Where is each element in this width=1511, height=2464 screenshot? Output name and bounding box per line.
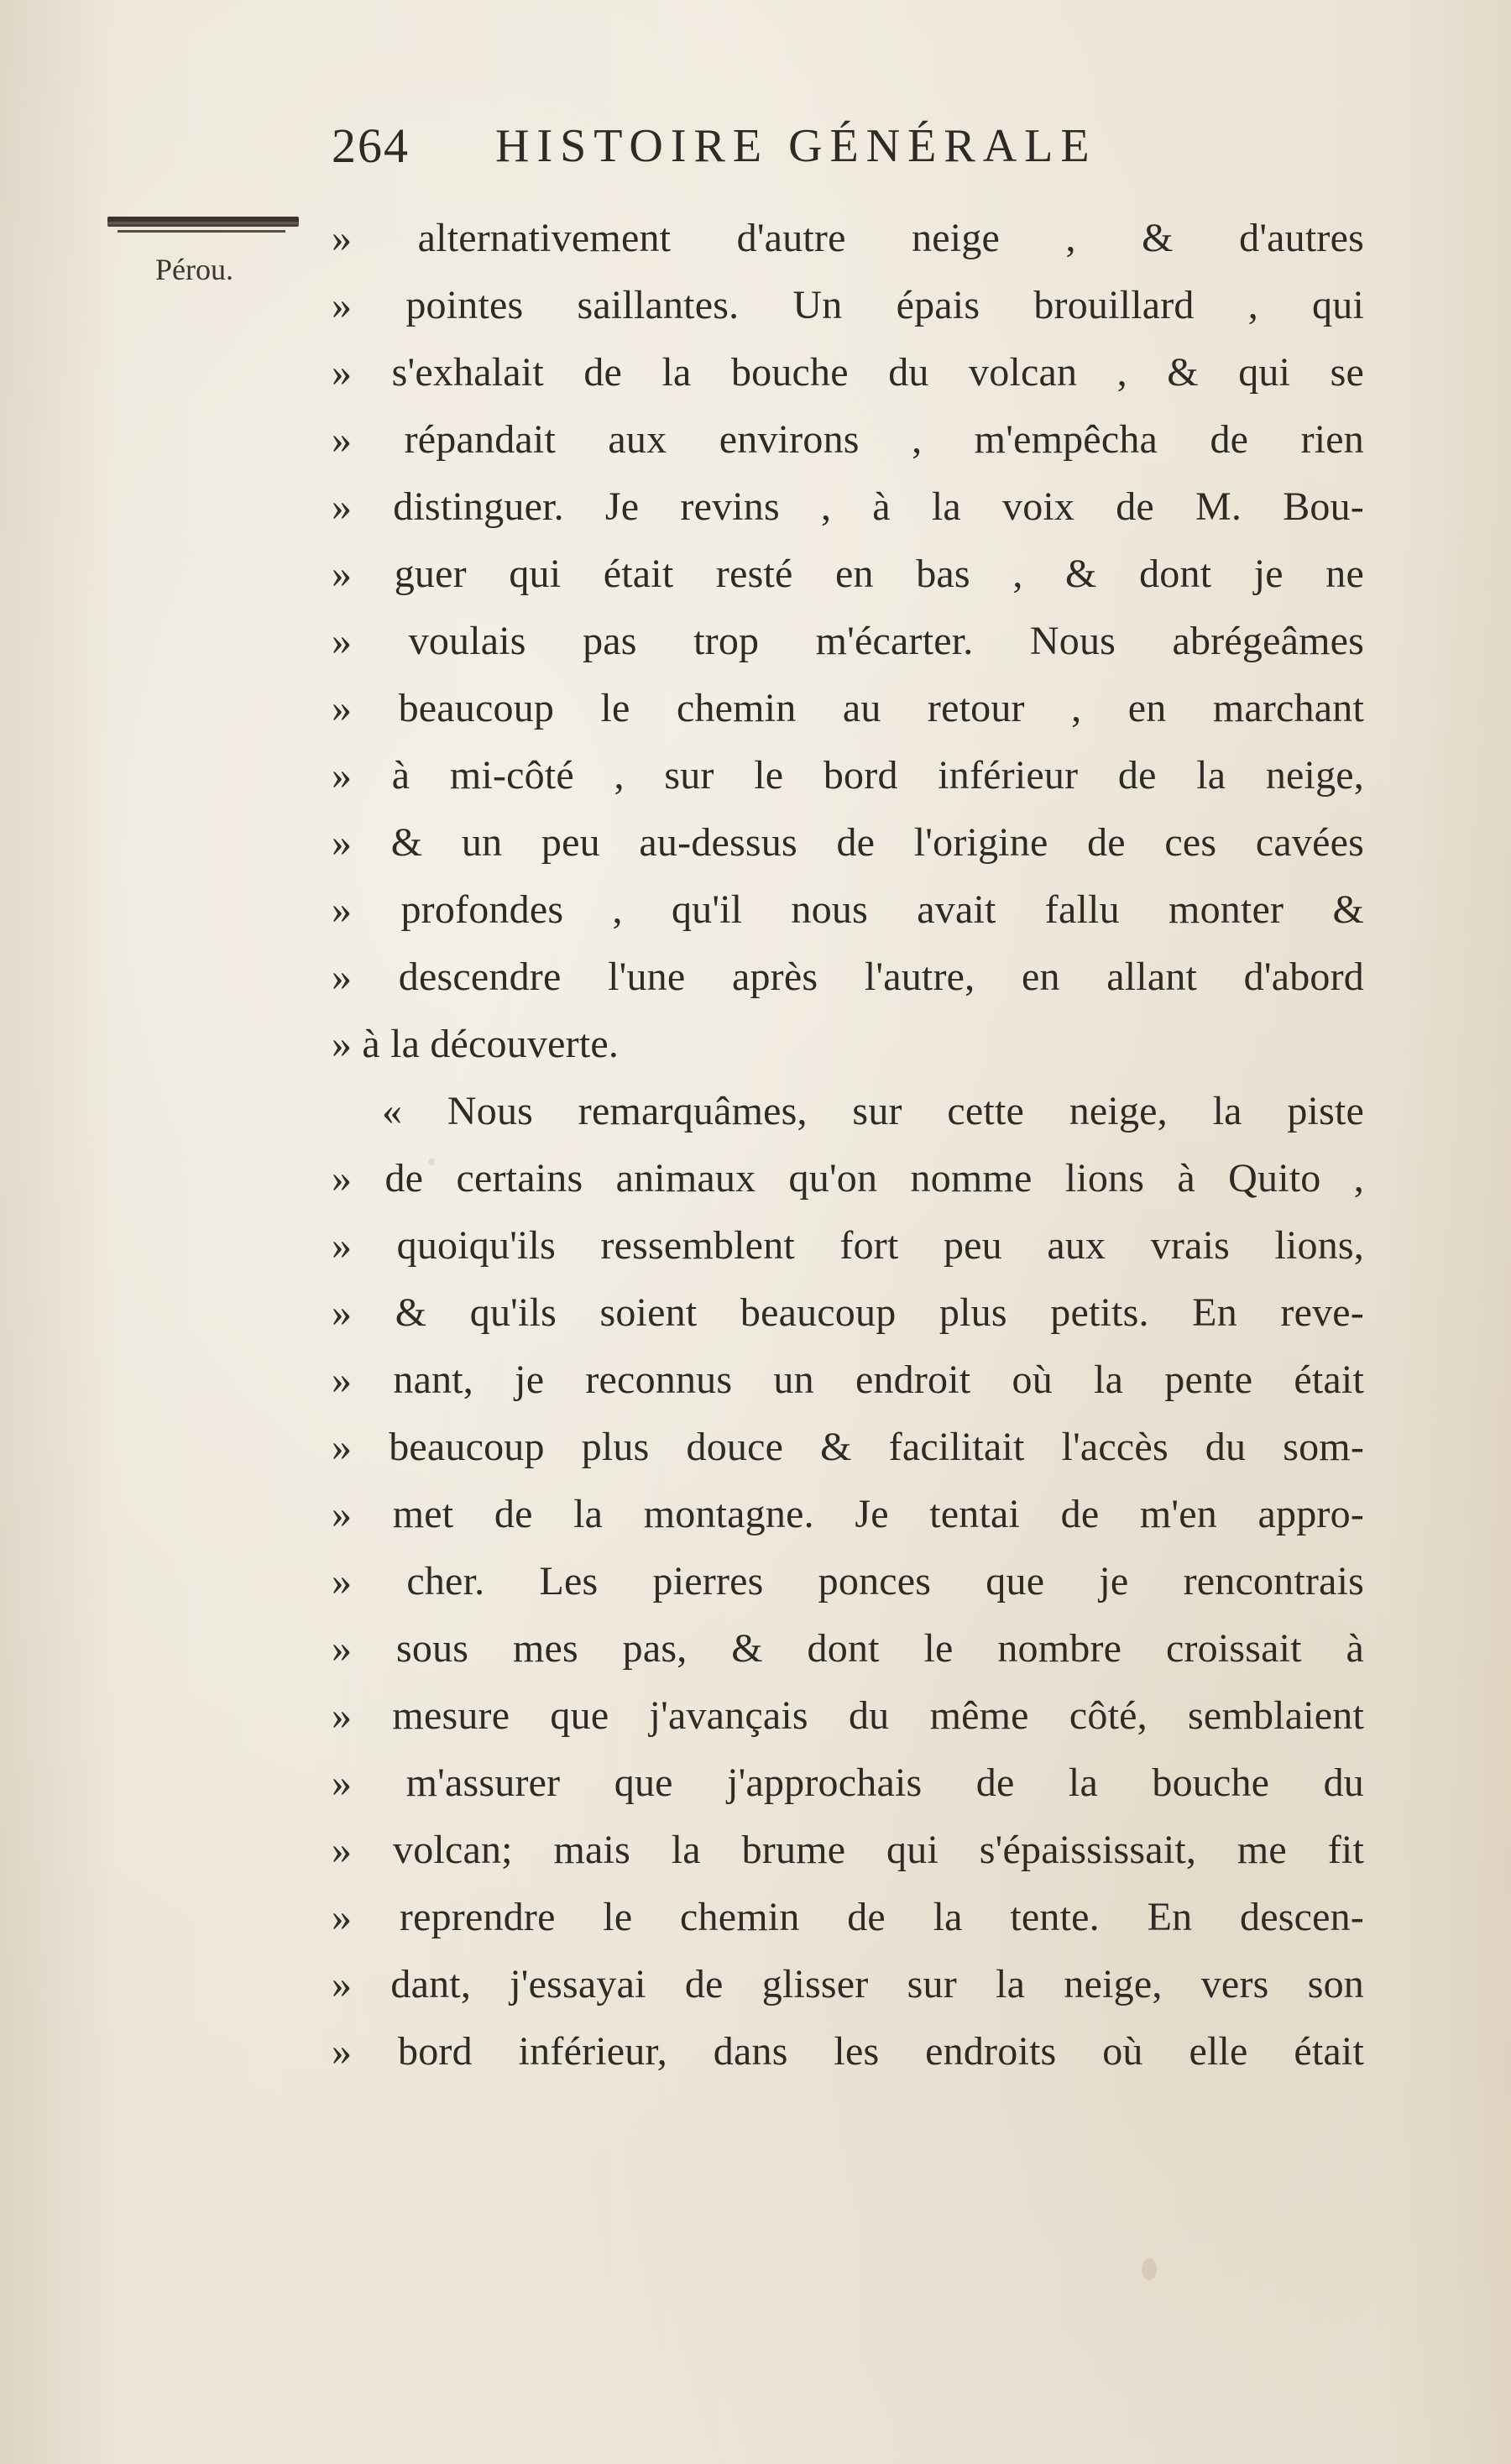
text-line: » bord inférieur, dans les endroits où elle était xyxy=(332,2029,1364,2074)
page-number: 264 xyxy=(332,118,410,173)
text-line: » de certains animaux qu'on nomme lions à Quito , xyxy=(332,1156,1364,1201)
text-line: » voulais pas trop m'écarter. Nous abrégeâmes xyxy=(332,619,1364,663)
text-line: » s'exhalait de la bouche du volcan , & qui se xyxy=(332,350,1364,395)
text-line: » quoiqu'ils ressemblent fort peu aux vrais lions, xyxy=(332,1223,1364,1268)
text-line: » & un peu au-dessus de l'origine de ces cavées xyxy=(332,820,1364,865)
text-line: » beaucoup plus douce & facilitait l'accès du som- xyxy=(332,1425,1364,1469)
text-line: » dant, j'essayai de glisser sur la neige, vers son xyxy=(332,1962,1364,2006)
running-title: HISTOIRE GÉNÉRALE xyxy=(495,120,1097,172)
paper-stain xyxy=(1142,2258,1157,2280)
text-line: » cher. Les pierres ponces que je rencontrais xyxy=(332,1559,1364,1603)
text-line: » mesure que j'avançais du même côté, semblaient xyxy=(332,1693,1364,1738)
text-line: » pointes saillantes. Un épais brouillard , qui xyxy=(332,283,1364,327)
margin-note: Pérou. xyxy=(155,253,233,286)
text-line: » volcan; mais la brume qui s'épaississait, me fit xyxy=(332,1828,1364,1872)
text-line: » à mi-côté , sur le bord inférieur de la neige, xyxy=(332,753,1364,798)
text-line: » guer qui était resté en bas , & dont je ne xyxy=(332,552,1364,596)
text-line: » m'assurer que j'approchais de la bouche du xyxy=(332,1760,1364,1805)
body-text xyxy=(332,205,1364,2085)
text-line: » répandait aux environs , m'empêcha de rien xyxy=(332,417,1364,462)
text-line: » distinguer. Je revins , à la voix de M. Bou- xyxy=(332,484,1364,529)
text-line: » sous mes pas, & dont le nombre croissait à xyxy=(332,1626,1364,1671)
text-line: » & qu'ils soient beaucoup plus petits. En reve- xyxy=(332,1290,1364,1335)
text-line: » nant, je reconnus un endroit où la pente était xyxy=(332,1358,1364,1402)
text-line: » à la découverte. xyxy=(332,1022,620,1066)
page-header xyxy=(332,118,1234,185)
text-line: « Nous remarquâmes, sur cette neige, la piste xyxy=(382,1089,1364,1133)
text-line: » reprendre le chemin de la tente. En descen- xyxy=(332,1895,1364,1939)
margin-rule xyxy=(107,217,299,227)
text-line: » beaucoup le chemin au retour , en marchant xyxy=(332,686,1364,730)
text-line: » alternativement d'autre neige , & d'autres xyxy=(332,216,1364,260)
text-line: » descendre l'une après l'autre, en allant d'abord xyxy=(332,955,1364,999)
text-line: » met de la montagne. Je tentai de m'en appro- xyxy=(332,1492,1364,1536)
text-line: » profondes , qu'il nous avait fallu monter & xyxy=(332,887,1364,932)
